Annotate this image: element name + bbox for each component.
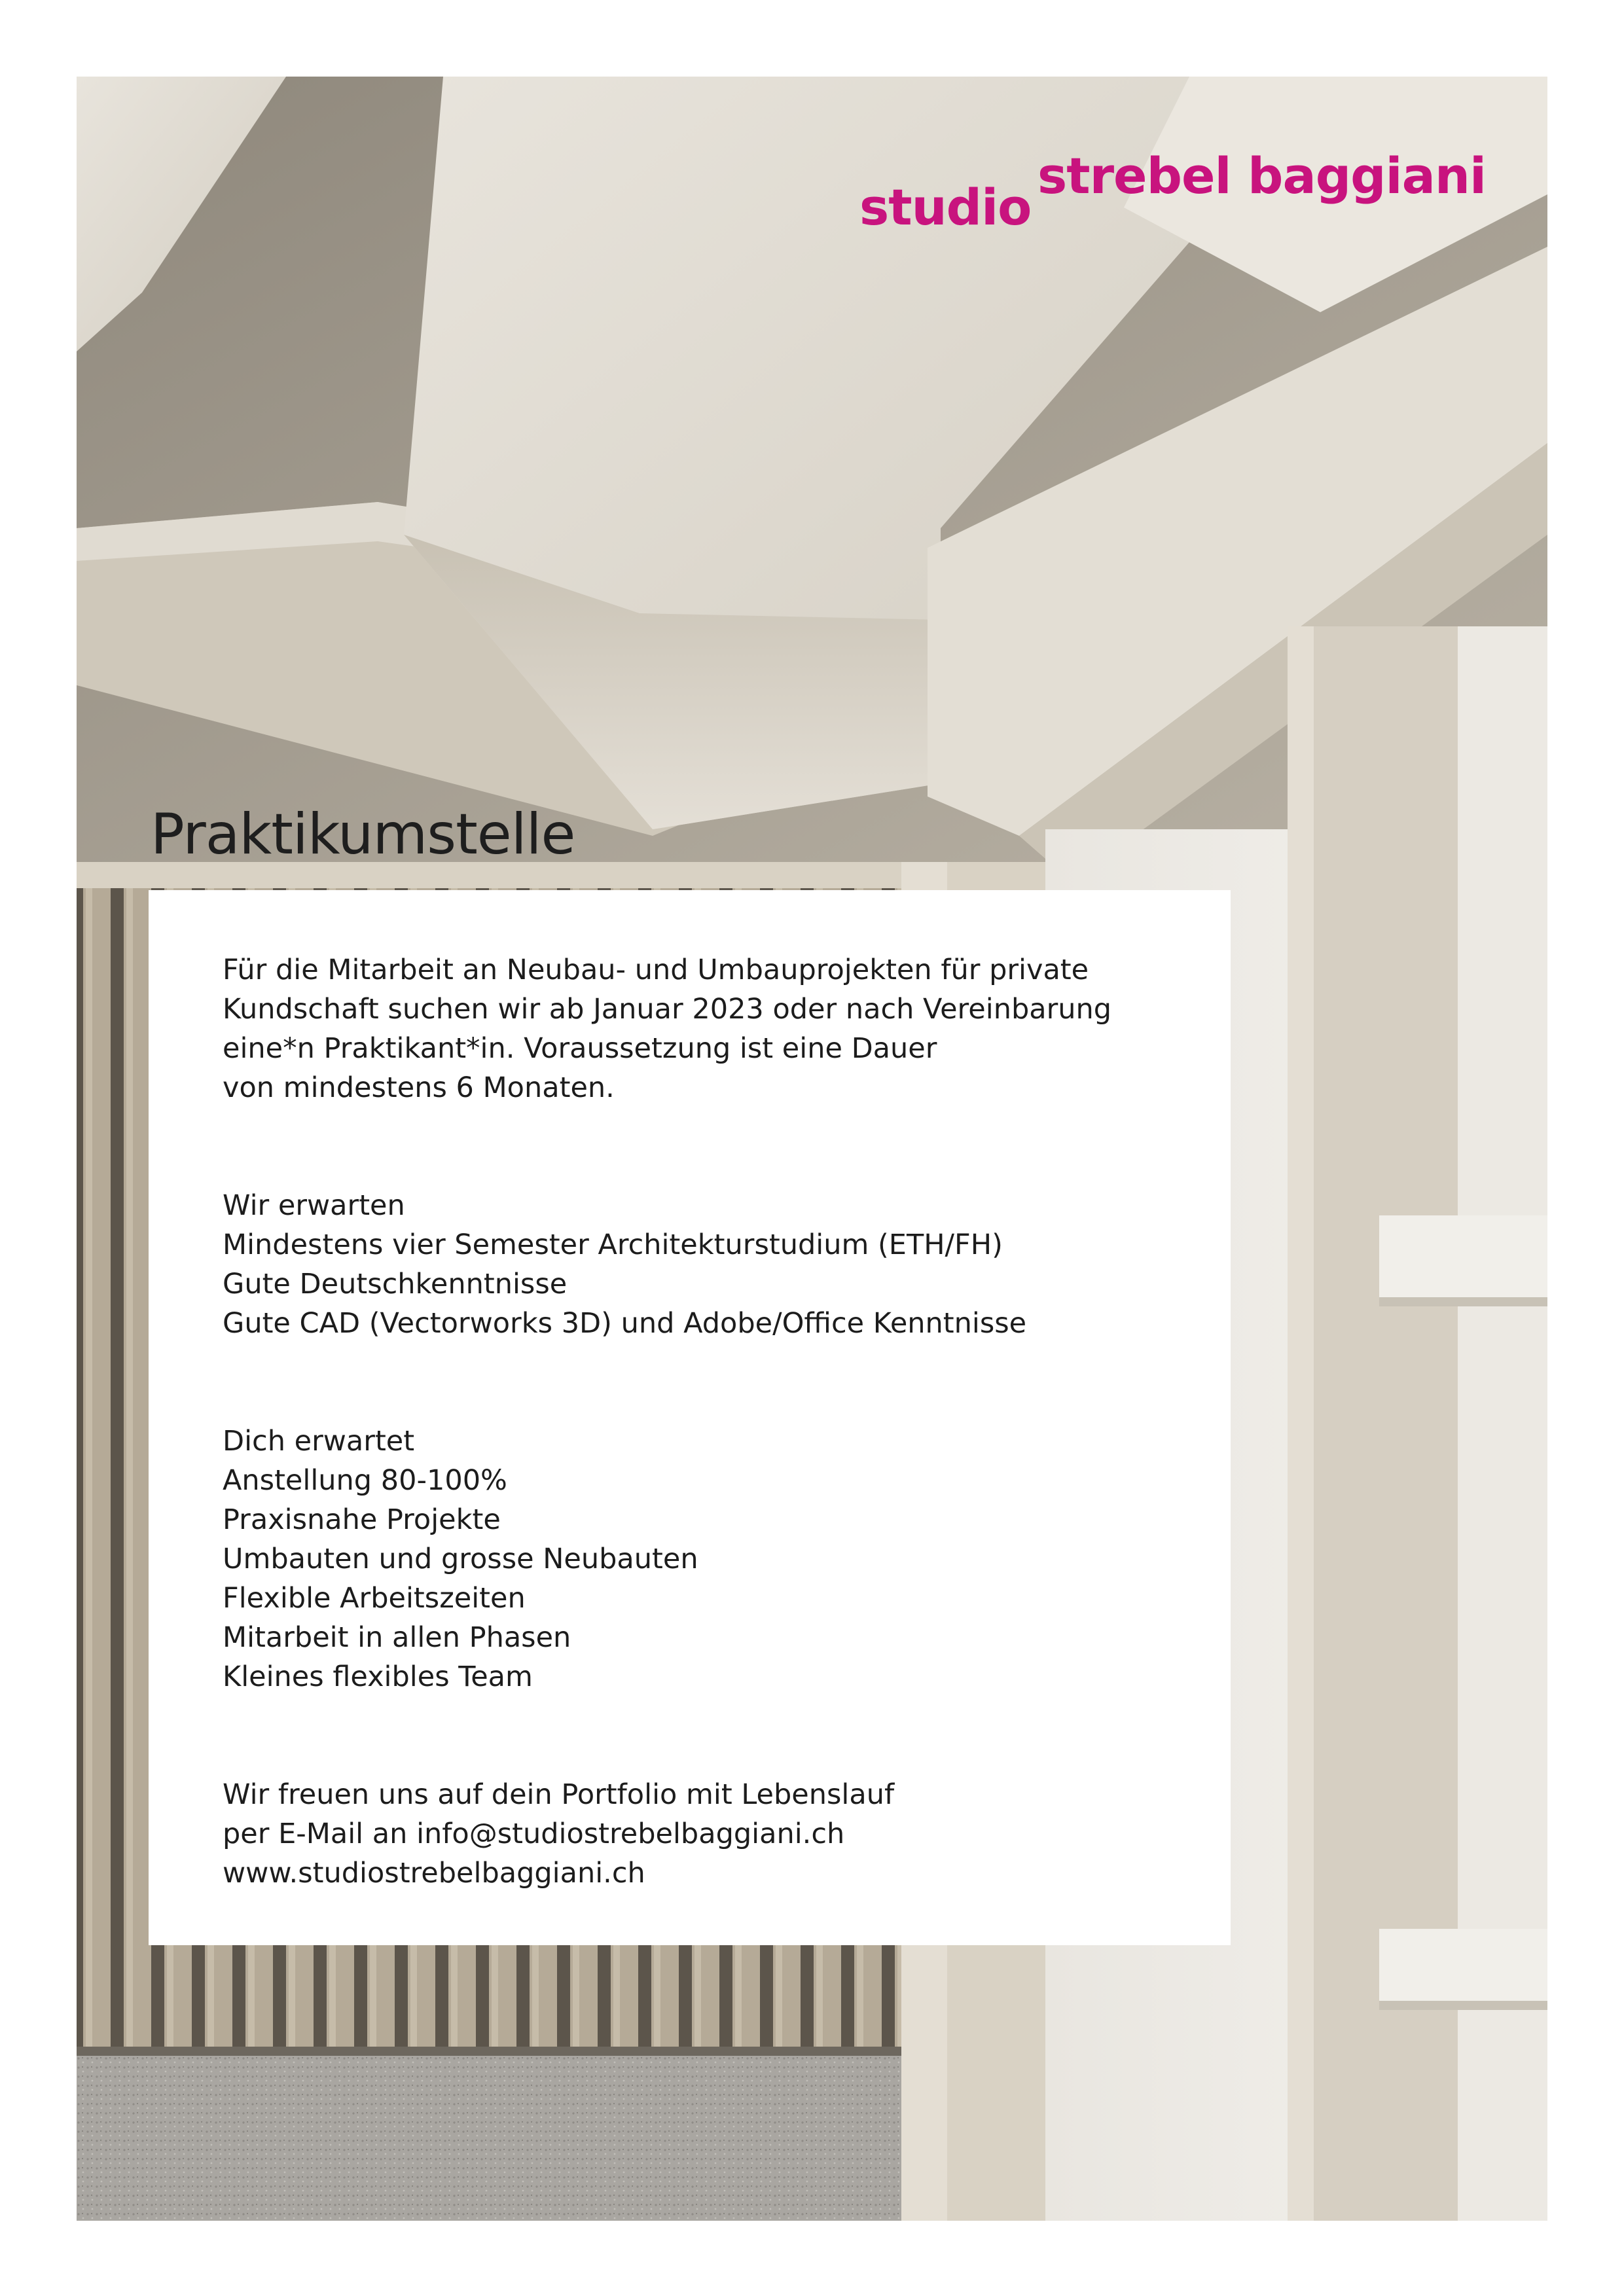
intro-line: Für die Mitarbeit an Neubau- und Umbauprojekten für private [223, 954, 1089, 986]
logo-strebel-baggiani: strebel baggiani [1038, 147, 1487, 205]
intro-line: Kundschaft suchen wir ab Januar 2023 oder nach Vereinbarung [223, 993, 1112, 1026]
intro-line: eine*n Praktikant*in. Voraussetzung ist eine Dauer [223, 1032, 937, 1065]
intro-paragraph [223, 950, 1191, 1107]
logo-studio: studio [859, 178, 1032, 236]
offer-item: Kleines flexibles Team [223, 1660, 533, 1693]
offer-item: Praxisnahe Projekte [223, 1503, 501, 1536]
card-text [223, 950, 1191, 1893]
requirements-section [223, 1186, 1191, 1343]
job-description-card [149, 890, 1231, 1945]
requirement-item: Gute CAD (Vectorworks 3D) und Adobe/Office Kenntnisse [223, 1307, 1027, 1340]
contact-email-line[interactable]: per E-Mail an info@studiostrebelbaggiani.ch [223, 1818, 845, 1850]
contact-section [223, 1775, 1191, 1893]
offer-item: Flexible Arbeitszeiten [223, 1582, 526, 1615]
contact-line: Wir freuen uns auf dein Portfolio mit Lebenslauf [223, 1778, 895, 1811]
page-title: Praktikumstelle [151, 802, 575, 867]
offer-section [223, 1422, 1191, 1696]
requirements-heading: Wir erwarten [223, 1189, 405, 1222]
offer-item: Mitarbeit in allen Phasen [223, 1621, 571, 1654]
requirement-item: Mindestens vier Semester Architekturstudium (ETH/FH) [223, 1229, 1003, 1261]
offer-heading: Dich erwartet [223, 1425, 415, 1458]
website-link[interactable]: www.studiostrebelbaggiani.ch [223, 1857, 645, 1890]
offer-item: Anstellung 80-100% [223, 1464, 507, 1497]
offer-item: Umbauten und grosse Neubauten [223, 1543, 698, 1575]
requirement-item: Gute Deutschkenntnisse [223, 1268, 568, 1300]
intro-line: von mindestens 6 Monaten. [223, 1071, 615, 1104]
